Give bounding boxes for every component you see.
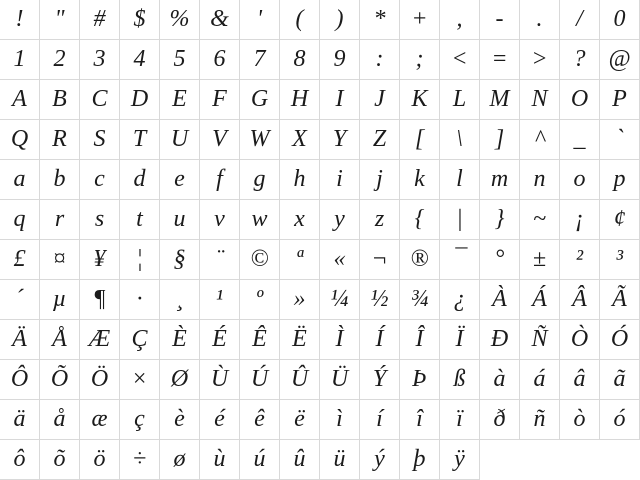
glyph-cell[interactable]: ø <box>160 440 200 480</box>
glyph-cell[interactable]: o <box>560 160 600 200</box>
glyph-cell[interactable]: « <box>320 240 360 280</box>
glyph-cell[interactable]: 7 <box>240 40 280 80</box>
glyph-cell[interactable]: ¡ <box>560 200 600 240</box>
glyph-cell[interactable]: ú <box>240 440 280 480</box>
glyph-cell[interactable]: l <box>440 160 480 200</box>
glyph-cell[interactable]: d <box>120 160 160 200</box>
glyph-cell[interactable]: » <box>280 280 320 320</box>
glyph-cell[interactable]: ÷ <box>120 440 160 480</box>
glyph-cell[interactable]: Ê <box>240 320 280 360</box>
glyph-cell[interactable]: ÿ <box>440 440 480 480</box>
glyph-cell[interactable]: · <box>120 280 160 320</box>
glyph-cell[interactable]: g <box>240 160 280 200</box>
glyph-row <box>0 280 640 320</box>
glyph-cell[interactable]: : <box>360 40 400 80</box>
glyph-cell[interactable]: - <box>480 0 520 40</box>
glyph-row <box>0 80 640 120</box>
glyph-cell[interactable]: µ <box>40 280 80 320</box>
glyph-cell[interactable]: V <box>200 120 240 160</box>
glyph-cell[interactable]: J <box>360 80 400 120</box>
glyph-cell[interactable]: ó <box>600 400 640 440</box>
glyph-cell[interactable]: I <box>320 80 360 120</box>
glyph-cell[interactable]: F <box>200 80 240 120</box>
glyph-cell[interactable]: y <box>320 200 360 240</box>
glyph-cell[interactable]: Ô <box>0 360 40 400</box>
glyph-cell[interactable]: Ü <box>320 360 360 400</box>
glyph-cell[interactable]: ½ <box>360 280 400 320</box>
glyph-cell[interactable]: 1 <box>0 40 40 80</box>
glyph-cell[interactable]: þ <box>400 440 440 480</box>
glyph-cell[interactable]: ¤ <box>40 240 80 280</box>
glyph-cell[interactable]: Ò <box>560 320 600 360</box>
glyph-cell[interactable]: ' <box>240 0 280 40</box>
glyph-cell[interactable]: ù <box>200 440 240 480</box>
glyph-cell[interactable]: õ <box>40 440 80 480</box>
glyph-cell[interactable]: " <box>40 0 80 40</box>
glyph-cell[interactable]: n <box>520 160 560 200</box>
glyph-cell[interactable]: ± <box>520 240 560 280</box>
glyph-cell[interactable]: p <box>600 160 640 200</box>
glyph-cell[interactable]: W <box>240 120 280 160</box>
glyph-cell[interactable]: ® <box>400 240 440 280</box>
glyph-cell[interactable]: À <box>480 280 520 320</box>
glyph-cell[interactable]: Ã <box>600 280 640 320</box>
glyph-cell[interactable]: É <box>200 320 240 360</box>
glyph-cell[interactable]: ý <box>360 440 400 480</box>
glyph-cell[interactable]: à <box>480 360 520 400</box>
glyph-cell[interactable]: 6 <box>200 40 240 80</box>
glyph-cell[interactable]: Ø <box>160 360 200 400</box>
glyph-cell[interactable]: ( <box>280 0 320 40</box>
glyph-cell[interactable]: Û <box>280 360 320 400</box>
glyph-cell[interactable]: h <box>280 160 320 200</box>
glyph-cell[interactable]: $ <box>120 0 160 40</box>
glyph-cell[interactable]: f <box>200 160 240 200</box>
glyph-cell[interactable]: E <box>160 80 200 120</box>
glyph-cell[interactable]: q <box>0 200 40 240</box>
glyph-cell[interactable]: ç <box>120 400 160 440</box>
glyph-cell[interactable]: º <box>240 280 280 320</box>
glyph-cell[interactable]: Í <box>360 320 400 360</box>
glyph-cell[interactable]: Ú <box>240 360 280 400</box>
glyph-cell[interactable]: ö <box>80 440 120 480</box>
glyph-cell[interactable]: B <box>40 80 80 120</box>
glyph-cell[interactable]: Á <box>520 280 560 320</box>
glyph-cell[interactable]: Þ <box>400 360 440 400</box>
glyph-cell[interactable]: ¦ <box>120 240 160 280</box>
glyph-cell[interactable]: _ <box>560 120 600 160</box>
glyph-cell[interactable]: û <box>280 440 320 480</box>
glyph-cell[interactable]: Î <box>400 320 440 360</box>
glyph-cell[interactable]: ð <box>480 400 520 440</box>
glyph-cell[interactable]: Ì <box>320 320 360 360</box>
glyph-cell[interactable]: Æ <box>80 320 120 360</box>
glyph-cell[interactable]: w <box>240 200 280 240</box>
glyph-cell[interactable]: L <box>440 80 480 120</box>
glyph-cell[interactable]: Ï <box>440 320 480 360</box>
glyph-cell[interactable]: s <box>80 200 120 240</box>
glyph-cell[interactable]: è <box>160 400 200 440</box>
glyph-cell[interactable]: ¸ <box>160 280 200 320</box>
glyph-cell[interactable]: ! <box>0 0 40 40</box>
glyph-cell[interactable]: ³ <box>600 240 640 280</box>
glyph-cell[interactable]: £ <box>0 240 40 280</box>
glyph-cell[interactable]: Ý <box>360 360 400 400</box>
glyph-cell[interactable]: X <box>280 120 320 160</box>
glyph-cell[interactable]: T <box>120 120 160 160</box>
glyph-cell[interactable]: ¬ <box>360 240 400 280</box>
glyph-cell[interactable]: 5 <box>160 40 200 80</box>
glyph-row <box>0 120 640 160</box>
glyph-cell[interactable]: 8 <box>280 40 320 80</box>
glyph-cell[interactable]: Y <box>320 120 360 160</box>
empty-area <box>480 440 640 480</box>
glyph-cell[interactable]: ô <box>0 440 40 480</box>
glyph-cell[interactable]: ~ <box>520 200 560 240</box>
glyph-cell[interactable]: = <box>480 40 520 80</box>
glyph-row <box>0 0 640 40</box>
glyph-cell[interactable]: ¿ <box>440 280 480 320</box>
glyph-cell[interactable]: Ä <box>0 320 40 360</box>
glyph-cell[interactable]: ê <box>240 400 280 440</box>
glyph-cell[interactable]: ) <box>320 0 360 40</box>
glyph-cell[interactable]: G <box>240 80 280 120</box>
glyph-cell[interactable]: Ñ <box>520 320 560 360</box>
glyph-cell[interactable]: ¯ <box>440 240 480 280</box>
glyph-cell[interactable]: P <box>600 80 640 120</box>
glyph-cell[interactable]: Ù <box>200 360 240 400</box>
glyph-cell[interactable]: M <box>480 80 520 120</box>
glyph-cell[interactable]: @ <box>600 40 640 80</box>
glyph-cell[interactable]: N <box>520 80 560 120</box>
glyph-cell[interactable]: / <box>560 0 600 40</box>
glyph-cell[interactable]: å <box>40 400 80 440</box>
glyph-cell[interactable]: t <box>120 200 160 240</box>
glyph-cell[interactable]: 3 <box>80 40 120 80</box>
glyph-cell[interactable]: È <box>160 320 200 360</box>
glyph-cell[interactable]: á <box>520 360 560 400</box>
glyph-cell[interactable]: C <box>80 80 120 120</box>
glyph-cell[interactable]: + <box>400 0 440 40</box>
glyph-cell[interactable]: , <box>440 0 480 40</box>
glyph-cell[interactable]: ã <box>600 360 640 400</box>
glyph-cell[interactable]: \ <box>440 120 480 160</box>
glyph-cell[interactable]: * <box>360 0 400 40</box>
glyph-cell[interactable]: { <box>400 200 440 240</box>
glyph-cell[interactable]: ] <box>480 120 520 160</box>
glyph-cell[interactable]: ` <box>600 120 640 160</box>
glyph-cell[interactable]: ² <box>560 240 600 280</box>
glyph-cell[interactable]: v <box>200 200 240 240</box>
glyph-cell[interactable]: ° <box>480 240 520 280</box>
glyph-cell[interactable]: ¢ <box>600 200 640 240</box>
glyph-cell[interactable]: â <box>560 360 600 400</box>
glyph-cell[interactable]: # <box>80 0 120 40</box>
glyph-cell[interactable]: [ <box>400 120 440 160</box>
glyph-row <box>0 320 640 360</box>
glyph-cell[interactable]: ò <box>560 400 600 440</box>
glyph-cell[interactable]: m <box>480 160 520 200</box>
glyph-cell[interactable]: ¹ <box>200 280 240 320</box>
glyph-cell[interactable]: Z <box>360 120 400 160</box>
glyph-cell[interactable]: ñ <box>520 400 560 440</box>
glyph-cell[interactable]: î <box>400 400 440 440</box>
glyph-cell[interactable]: k <box>400 160 440 200</box>
glyph-row <box>0 400 640 440</box>
glyph-cell[interactable]: ¨ <box>200 240 240 280</box>
glyph-row <box>0 160 640 200</box>
glyph-cell[interactable]: æ <box>80 400 120 440</box>
glyph-cell[interactable]: 4 <box>120 40 160 80</box>
glyph-cell[interactable]: Q <box>0 120 40 160</box>
glyph-cell[interactable]: r <box>40 200 80 240</box>
glyph-cell[interactable]: U <box>160 120 200 160</box>
glyph-cell[interactable]: ¼ <box>320 280 360 320</box>
glyph-cell[interactable]: b <box>40 160 80 200</box>
glyph-cell[interactable]: < <box>440 40 480 80</box>
glyph-row <box>0 240 640 280</box>
glyph-cell[interactable]: j <box>360 160 400 200</box>
glyph-cell[interactable]: Ç <box>120 320 160 360</box>
glyph-cell[interactable]: Õ <box>40 360 80 400</box>
glyph-cell[interactable]: ; <box>400 40 440 80</box>
glyph-cell[interactable]: | <box>440 200 480 240</box>
glyph-cell[interactable]: 0 <box>600 0 640 40</box>
glyph-cell[interactable]: % <box>160 0 200 40</box>
glyph-cell[interactable]: ^ <box>520 120 560 160</box>
glyph-cell[interactable]: z <box>360 200 400 240</box>
glyph-cell[interactable]: © <box>240 240 280 280</box>
glyph-cell[interactable]: ß <box>440 360 480 400</box>
glyph-cell[interactable]: x <box>280 200 320 240</box>
glyph-row <box>0 360 640 400</box>
glyph-cell[interactable]: Ö <box>80 360 120 400</box>
glyph-cell[interactable]: Ð <box>480 320 520 360</box>
glyph-cell[interactable]: ä <box>0 400 40 440</box>
glyph-cell[interactable]: Â <box>560 280 600 320</box>
glyph-cell[interactable]: Ë <box>280 320 320 360</box>
glyph-cell[interactable]: ¾ <box>400 280 440 320</box>
glyph-row <box>0 200 640 240</box>
glyph-cell[interactable]: ? <box>560 40 600 80</box>
glyph-cell[interactable]: } <box>480 200 520 240</box>
glyph-cell[interactable]: × <box>120 360 160 400</box>
glyph-cell[interactable]: > <box>520 40 560 80</box>
glyph-cell[interactable]: 2 <box>40 40 80 80</box>
glyph-cell[interactable]: ¶ <box>80 280 120 320</box>
glyph-cell[interactable]: § <box>160 240 200 280</box>
glyph-cell[interactable]: ü <box>320 440 360 480</box>
glyph-cell[interactable]: & <box>200 0 240 40</box>
glyph-cell[interactable]: A <box>0 80 40 120</box>
glyph-cell[interactable]: Å <box>40 320 80 360</box>
glyph-cell[interactable]: S <box>80 120 120 160</box>
glyph-cell[interactable]: ï <box>440 400 480 440</box>
glyph-cell[interactable]: é <box>200 400 240 440</box>
glyph-row <box>0 40 640 80</box>
glyph-cell[interactable]: u <box>160 200 200 240</box>
glyph-cell[interactable]: D <box>120 80 160 120</box>
glyph-cell[interactable]: e <box>160 160 200 200</box>
glyph-cell[interactable]: a <box>0 160 40 200</box>
glyph-cell[interactable]: ¥ <box>80 240 120 280</box>
glyph-row <box>0 440 640 480</box>
glyph-cell[interactable]: ´ <box>0 280 40 320</box>
glyph-cell[interactable]: ì <box>320 400 360 440</box>
glyph-cell[interactable]: ë <box>280 400 320 440</box>
glyph-cell[interactable]: Ó <box>600 320 640 360</box>
glyph-cell[interactable]: O <box>560 80 600 120</box>
glyph-cell[interactable]: í <box>360 400 400 440</box>
glyph-cell[interactable]: H <box>280 80 320 120</box>
glyph-cell[interactable]: 9 <box>320 40 360 80</box>
glyph-cell[interactable]: ª <box>280 240 320 280</box>
glyph-cell[interactable]: R <box>40 120 80 160</box>
glyph-cell[interactable]: K <box>400 80 440 120</box>
glyph-cell[interactable]: i <box>320 160 360 200</box>
glyph-cell[interactable]: c <box>80 160 120 200</box>
glyph-cell[interactable]: . <box>520 0 560 40</box>
